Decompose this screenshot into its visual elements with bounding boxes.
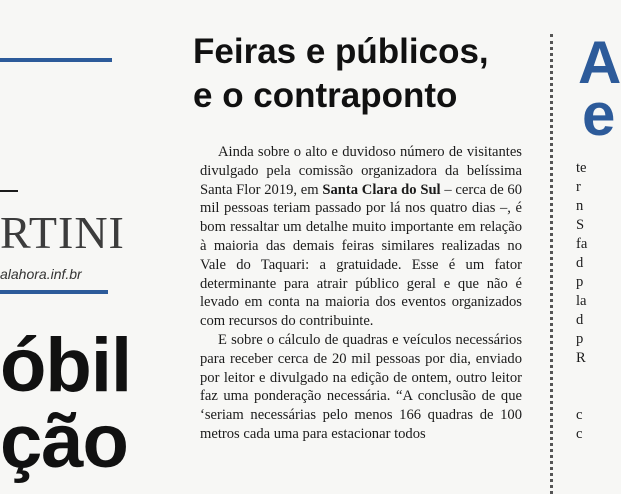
neighbor-headline-line-1: óbil — [0, 323, 132, 408]
article-title-line-1: Feiras e públicos, — [193, 32, 489, 71]
right-text-fragment: p — [576, 331, 584, 347]
right-headline-glyph-1: A — [578, 29, 621, 96]
right-text-fragment: la — [576, 293, 587, 309]
author-email: alahora.inf.br — [0, 266, 82, 282]
paragraph-1 — [200, 143, 522, 331]
right-text-fragment: c — [576, 426, 583, 442]
article-body — [200, 143, 522, 444]
right-text-fragment: S — [576, 217, 585, 233]
paragraph-1-bold-place: Santa Clara do Sul — [322, 181, 441, 198]
article — [160, 0, 535, 491]
author-rule — [0, 190, 18, 192]
author-name: RTINI — [0, 207, 125, 258]
paragraph-2: E sobre o cálculo de quadras e veículos necessários para receber cerca de 20 mil pessoas por dia, enviado por leitor e divulgado na edição de ontem, outro leitor faz uma ponderação necessária. “A conclusão de que ‘seriam necessárias pelo menos 166 quadras de 100 metros cada uma para estacionar todos — [200, 331, 522, 442]
paragraph-1-text-a: Ainda sobre o alto e duvidoso número de visitantes divulgado pela comissão organizadora da belíssima Santa Flor 2019, em — [200, 144, 522, 198]
right-text-fragment: te — [576, 160, 587, 176]
neighbor-headline-line-2: ção — [0, 399, 128, 484]
right-text-fragment: R — [576, 350, 586, 366]
article-title-line-2: e o contraponto — [193, 76, 458, 115]
paragraph-1-text-c: – cerca de 60 mil pessoas teriam passado por lá nos quatro dias –, é bom ressaltar um detalhe muito importante em relação à maioria das demais feiras similares realizadas no Vale do Taquari: a gratuidade. Esse é um fator determinante para atrair público geral e que não é levado em conta na maioria dos eventos organizados com recursos do contribuinte. — [200, 181, 522, 330]
right-text-fragment: d — [576, 312, 584, 328]
left-column — [0, 0, 160, 491]
right-text-fragment: fa — [576, 236, 588, 252]
right-text-fragment: p — [576, 274, 584, 290]
article-title — [193, 30, 533, 118]
column-divider — [550, 34, 553, 494]
right-text-fragment: r — [576, 179, 581, 195]
right-text-fragment: n — [576, 198, 584, 214]
accent-bar-bottom — [0, 290, 108, 294]
right-text-fragment: d — [576, 255, 584, 271]
right-column — [560, 0, 621, 491]
accent-bar-top — [0, 58, 112, 62]
right-text-fragment: c — [576, 407, 583, 423]
right-headline-glyph-2: e — [582, 81, 616, 148]
